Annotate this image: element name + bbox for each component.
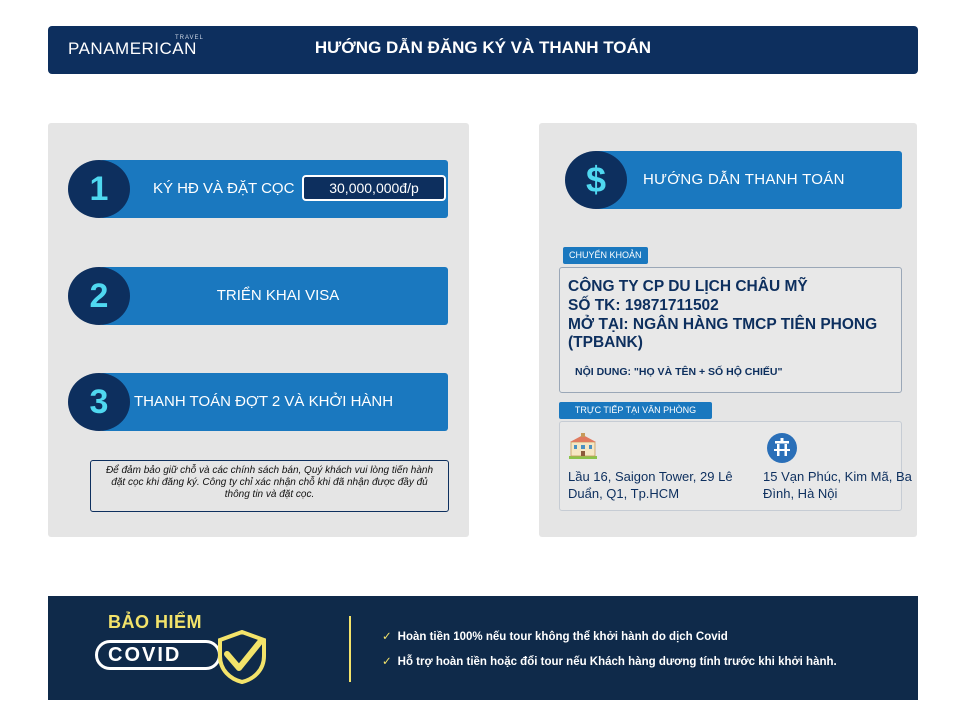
step-label: KÝ HĐ VÀ ĐẶT CỌC (153, 180, 295, 197)
check-icon: ✓ (382, 656, 392, 668)
payment-title: HƯỚNG DẪN THANH TOÁN (643, 171, 845, 188)
logo-subtitle: TRAVEL (175, 35, 204, 41)
check-icon: ✓ (382, 631, 392, 643)
office-box (559, 421, 912, 511)
step-number: 3 (68, 373, 130, 431)
office-tag: TRỰC TIẾP TẠI VĂN PHÒNG (559, 402, 712, 419)
deposit-note: Để đảm bảo giữ chỗ và các chính sách bán, Quý khách vui lòng tiến hành đặt cọc khi đăng ký. Công ty chỉ xác nhận chỗ khi đã nhận được đầy đủ thông tin và đặt cọc. (90, 460, 449, 512)
bank-transfer-box (559, 267, 902, 393)
transfer-content: NỘI DUNG: "HỌ VÀ TÊN + SỐ HỘ CHIẾU" (575, 366, 783, 378)
header-bar (48, 26, 918, 74)
benefit-item (382, 629, 728, 643)
company-name: CÔNG TY CP DU LỊCH CHÂU MỸ (568, 278, 808, 295)
account-number: SỐ TK: 19871711502 (568, 297, 719, 314)
payment-panel (539, 123, 917, 537)
logo: PANAMERICAN (68, 39, 197, 58)
covid-insurance-banner (48, 596, 918, 700)
building-icon (567, 432, 599, 460)
page-title: HƯỚNG DẪN ĐĂNG KÝ VÀ THANH TOÁN (314, 38, 652, 57)
payment-header (565, 151, 902, 209)
step-label: TRIỂN KHAI VISA (216, 287, 340, 304)
step-label: THANH TOÁN ĐỢT 2 VÀ KHỞI HÀNH (134, 393, 394, 410)
transfer-tag: CHUYỂN KHOẢN (563, 247, 648, 264)
banner-divider (349, 616, 351, 682)
dollar-icon: $ (565, 151, 627, 209)
hanoi-emblem-icon (766, 432, 798, 464)
step-3 (68, 373, 448, 431)
step-2 (68, 267, 448, 325)
covid-label: COVID (95, 640, 221, 670)
bank-name: MỞ TẠI: NGÂN HÀNG TMCP TIÊN PHONG (568, 316, 878, 333)
deposit-amount: 30,000,000đ/p (302, 175, 446, 201)
insurance-title: BẢO HIỂM (108, 612, 202, 632)
benefit-text: Hoàn tiền 100% nếu tour không thể khởi hành do dịch Covid (397, 631, 728, 643)
benefit-text: Hỗ trợ hoàn tiền hoặc đổi tour nếu Khách hàng dương tính trước khi khởi hành. (397, 656, 837, 668)
step-number: 1 (68, 160, 130, 218)
office-hn-address: 15 Vạn Phúc, Kim Mã, Ba Đình, Hà Nội (763, 469, 912, 501)
step-number: 2 (68, 267, 130, 325)
office-hcm-address: Lầu 16, Saigon Tower, 29 Lê Duẩn, Q1, Tp.HCM (568, 469, 733, 501)
benefit-item (382, 654, 837, 668)
registration-panel (48, 123, 469, 537)
shield-check-icon (216, 630, 268, 684)
step-1 (68, 160, 448, 218)
bank-short-name: (TPBANK) (568, 334, 643, 351)
